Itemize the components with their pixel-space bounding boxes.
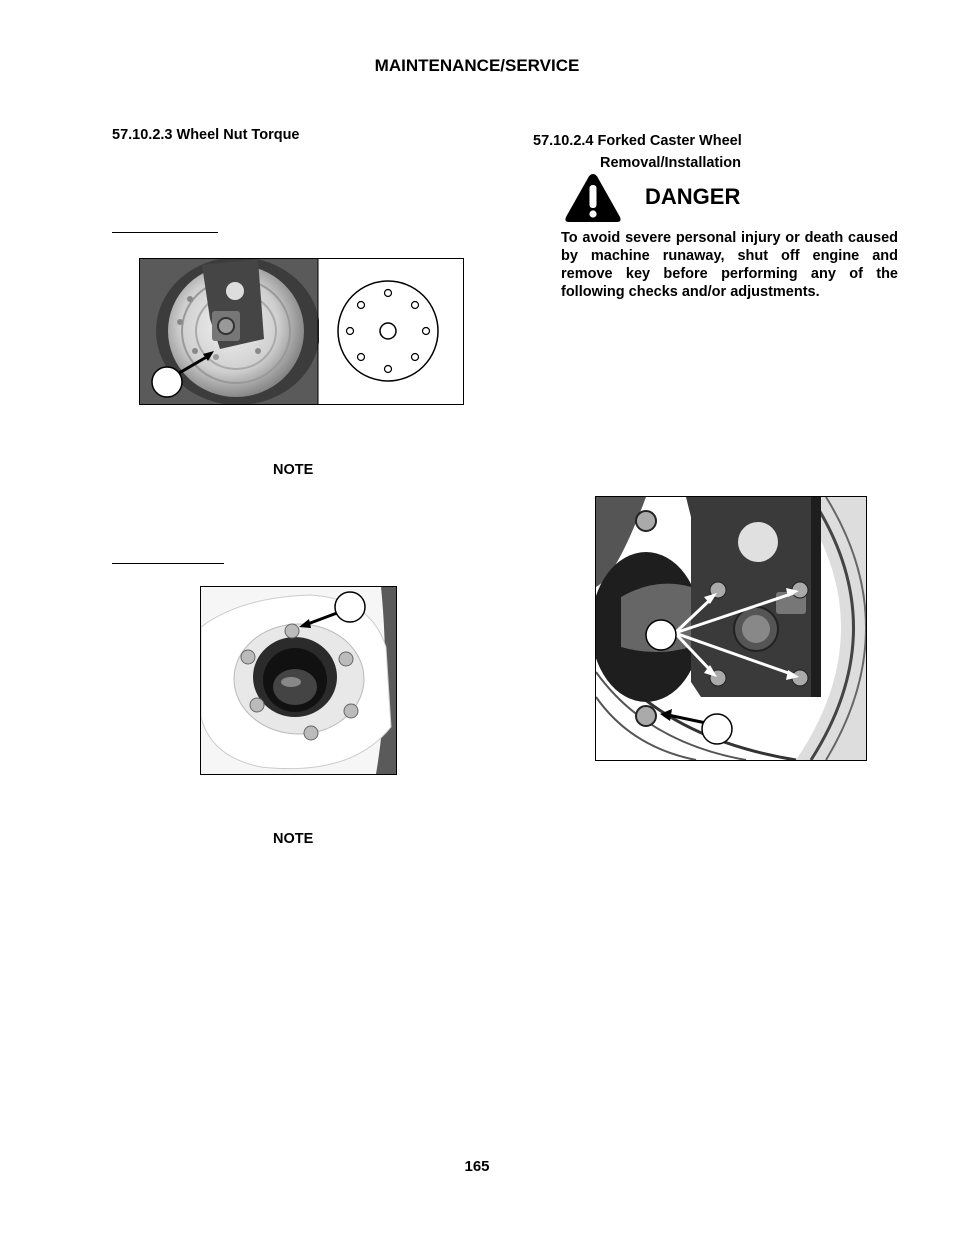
page-number: 165 (464, 1158, 490, 1175)
figure-forked-caster-bracket (595, 496, 867, 761)
section-number: 57.10.2.4 (533, 133, 594, 149)
figure-wheel-nut-pattern (139, 258, 464, 405)
section-heading-wheel-nut-torque (112, 124, 300, 146)
section-number: 57.10.2.3 (112, 127, 173, 143)
danger-title: DANGER (645, 184, 741, 209)
section-title-line1: Forked Caster Wheel (597, 133, 742, 149)
blank-rule-1 (112, 232, 218, 233)
danger-text: To avoid severe personal injury or death caused by machine runaway, shut off engine and remove key before performing any of the following checks and/or adjustments. (561, 230, 898, 300)
note-label-2: NOTE (273, 831, 314, 847)
section-title: Wheel Nut Torque (176, 127, 300, 143)
page-header: MAINTENANCE/SERVICE (374, 56, 580, 75)
section-title-line2: Removal/Installation (600, 155, 742, 171)
blank-rule-2 (112, 563, 224, 564)
figure-caster-hub (200, 586, 397, 775)
note-label-1: NOTE (273, 462, 314, 478)
warning-triangle-icon (564, 172, 622, 224)
section-heading-forked-caster-wheel (533, 130, 742, 174)
